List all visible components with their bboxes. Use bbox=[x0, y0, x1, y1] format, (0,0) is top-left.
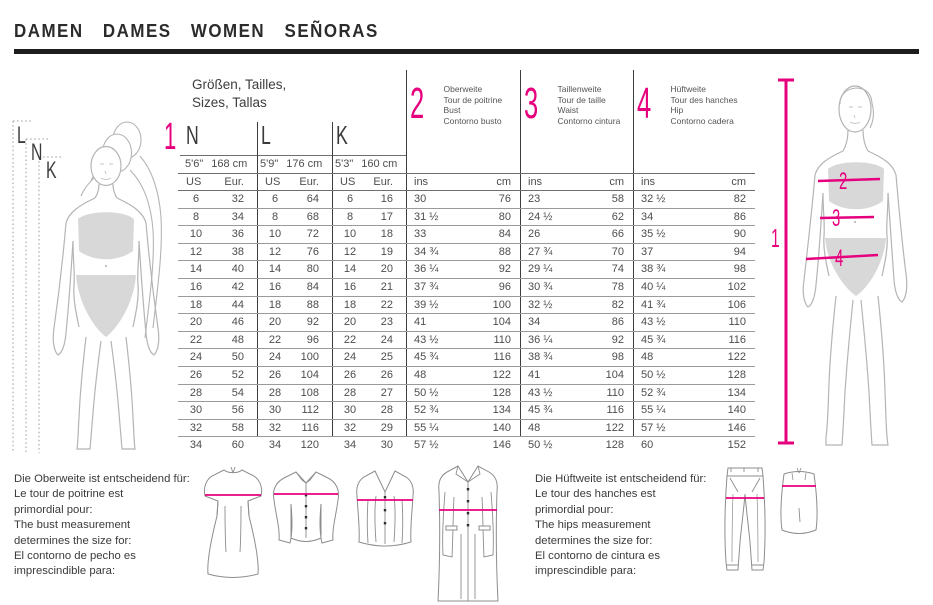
table-cell: 42 bbox=[214, 278, 257, 296]
table-cell: 52 ¾ bbox=[633, 384, 693, 402]
table-cell: 86 bbox=[576, 313, 633, 331]
table-cell: 55 ¼ bbox=[633, 401, 693, 419]
hips-note: Die Hüftweite ist entscheidend für: Le tour des hanches est primordial pour: The hips measurement determines the size for: El contorno de cintura es imprescindible para: bbox=[535, 473, 707, 578]
table-cell: 122 bbox=[576, 419, 633, 437]
table-cell: 30 bbox=[178, 401, 214, 419]
table-cell: 10 bbox=[257, 225, 293, 243]
table-cell: 72 bbox=[293, 225, 332, 243]
table-cell: Eur. bbox=[368, 173, 406, 190]
table-cell: 88 bbox=[293, 296, 332, 314]
table-cell: 20 bbox=[368, 260, 406, 278]
table-cell: 18 bbox=[368, 225, 406, 243]
table-cell: 41 bbox=[406, 313, 463, 331]
table-cell: 140 bbox=[693, 401, 755, 419]
table-cell: 34 ¾ bbox=[406, 243, 463, 261]
table-cell: 90 bbox=[693, 225, 755, 243]
table-cell: 58 bbox=[214, 419, 257, 437]
front-silhouette bbox=[53, 147, 159, 450]
table-cell: 24 bbox=[368, 331, 406, 349]
table-cell: 92 bbox=[463, 260, 520, 278]
height-row-rule bbox=[180, 155, 406, 156]
hip-header bbox=[637, 79, 738, 128]
table-cell: US bbox=[178, 173, 214, 190]
bust-note: Die Oberweite ist entscheidend für: Le tour de poitrine est primordial pour: The bust measurement determines the size for: El contorno de pecho es imprescindible para: bbox=[14, 473, 190, 578]
bra-shape bbox=[78, 212, 134, 259]
table-cell: 14 bbox=[332, 260, 368, 278]
size-group-l: L bbox=[261, 120, 271, 150]
table-cell: 19 bbox=[368, 243, 406, 261]
table-cell: 39 ½ bbox=[406, 296, 463, 314]
table-cell: cm bbox=[693, 173, 755, 190]
table-cell: 36 bbox=[214, 225, 257, 243]
table-cell: ins bbox=[633, 173, 693, 190]
height-n: 5'6" 168 cm bbox=[185, 158, 248, 170]
table-cell: 12 bbox=[332, 243, 368, 261]
blouse-drawing bbox=[266, 466, 346, 548]
table-cell: 18 bbox=[332, 296, 368, 314]
table-cell: 55 ¼ bbox=[406, 419, 463, 437]
table-cell: 58 bbox=[576, 190, 633, 208]
table-cell: 128 bbox=[693, 366, 755, 384]
table-cell: 26 bbox=[368, 366, 406, 384]
table-cell: 110 bbox=[576, 384, 633, 402]
table-cell: 27 ¾ bbox=[520, 243, 576, 261]
table-cell: 106 bbox=[693, 296, 755, 314]
height-k: 5'3" 160 cm bbox=[335, 158, 398, 170]
table-cell: 20 bbox=[332, 313, 368, 331]
table-cell: 30 bbox=[406, 190, 463, 208]
table-cell: 32 ½ bbox=[633, 190, 693, 208]
table-cell: 26 bbox=[257, 366, 293, 384]
table-cell: 36 ¼ bbox=[406, 260, 463, 278]
table-cell: 104 bbox=[576, 366, 633, 384]
waist-measure-line bbox=[820, 217, 874, 218]
table-cell: 16 bbox=[368, 190, 406, 208]
table-cell: 152 bbox=[693, 436, 755, 454]
table-cell: 56 bbox=[214, 401, 257, 419]
table-cell: 50 bbox=[214, 348, 257, 366]
bra-shape bbox=[828, 162, 884, 209]
table-cell: ins bbox=[520, 173, 576, 190]
table-cell: US bbox=[257, 173, 293, 190]
table-cell: 94 bbox=[693, 243, 755, 261]
table-cell: 30 bbox=[368, 436, 406, 454]
table-cell: 22 bbox=[332, 331, 368, 349]
table-cell: 16 bbox=[178, 278, 214, 296]
table-cell: 68 bbox=[293, 208, 332, 226]
height-label-n: N bbox=[31, 139, 43, 166]
table-cell: 32 bbox=[332, 419, 368, 437]
table-cell: 116 bbox=[463, 348, 520, 366]
height-label-l: L bbox=[17, 122, 26, 149]
table-cell: 140 bbox=[463, 419, 520, 437]
waist-header-names: Taillenweite Tour de taille Waist Contorno cintura bbox=[557, 84, 621, 126]
hip-measure-label: 4 bbox=[835, 245, 844, 273]
table-cell: 34 bbox=[214, 208, 257, 226]
table-cell: 33 bbox=[406, 225, 463, 243]
table-cell: 82 bbox=[693, 190, 755, 208]
table-cell: 37 ¾ bbox=[406, 278, 463, 296]
height-l: 5'9" 176 cm bbox=[260, 158, 323, 170]
waist-header bbox=[524, 79, 621, 128]
table-cell: 28 bbox=[178, 384, 214, 402]
pants-drawing bbox=[716, 462, 774, 577]
table-cell: 102 bbox=[693, 278, 755, 296]
table-cell: 12 bbox=[178, 243, 214, 261]
size-table bbox=[164, 68, 756, 458]
table-cell: 31 ½ bbox=[406, 208, 463, 226]
measure-4-number: 4 bbox=[637, 79, 652, 128]
table-cell: 116 bbox=[693, 331, 755, 349]
table-cell: 22 bbox=[257, 331, 293, 349]
table-cell: 62 bbox=[576, 208, 633, 226]
table-cell: 110 bbox=[693, 313, 755, 331]
table-cell: 78 bbox=[576, 278, 633, 296]
table-cell: 128 bbox=[576, 436, 633, 454]
table-cell: 14 bbox=[178, 260, 214, 278]
table-cell: 98 bbox=[576, 348, 633, 366]
table-cell: 34 bbox=[633, 208, 693, 226]
table-cell: 100 bbox=[293, 348, 332, 366]
table-cell: 28 bbox=[257, 384, 293, 402]
table-cell: 18 bbox=[257, 296, 293, 314]
table-cell: 35 ½ bbox=[633, 225, 693, 243]
table-cell: 48 bbox=[520, 419, 576, 437]
size-table-grid bbox=[178, 173, 755, 454]
measure-1-number: 1 bbox=[164, 116, 177, 158]
table-cell: 64 bbox=[293, 190, 332, 208]
table-cell: 30 ¾ bbox=[520, 278, 576, 296]
table-caption: Größen, Tailles, Sizes, Tallas bbox=[192, 77, 287, 110]
table-cell: 116 bbox=[576, 401, 633, 419]
table-cell: 12 bbox=[257, 243, 293, 261]
table-cell: 32 ½ bbox=[520, 296, 576, 314]
table-cell: 48 bbox=[633, 348, 693, 366]
size-group-k: K bbox=[336, 120, 348, 150]
table-cell: 134 bbox=[463, 401, 520, 419]
table-cell: 82 bbox=[576, 296, 633, 314]
table-cell: 41 ¾ bbox=[633, 296, 693, 314]
table-cell: 45 ¾ bbox=[520, 401, 576, 419]
table-cell: 28 bbox=[332, 384, 368, 402]
table-cell: 76 bbox=[463, 190, 520, 208]
table-cell: 40 bbox=[214, 260, 257, 278]
table-cell: 34 bbox=[257, 436, 293, 454]
table-cell: 30 bbox=[257, 401, 293, 419]
table-cell: 84 bbox=[463, 225, 520, 243]
bust-header-names: Oberweite Tour de poitrine Bust Contorno busto bbox=[443, 84, 503, 126]
table-cell: 24 ½ bbox=[520, 208, 576, 226]
table-cell: 32 bbox=[214, 190, 257, 208]
table-cell: 6 bbox=[178, 190, 214, 208]
table-cell: 84 bbox=[293, 278, 332, 296]
table-cell: 8 bbox=[257, 208, 293, 226]
table-cell: 134 bbox=[693, 384, 755, 402]
table-cell: 20 bbox=[257, 313, 293, 331]
table-cell: 86 bbox=[693, 208, 755, 226]
hip-header-names: Hüftweite Tour des hanches Hip Contorno cadera bbox=[670, 84, 738, 126]
table-cell: 60 bbox=[633, 436, 693, 454]
table-cell: 70 bbox=[576, 243, 633, 261]
table-cell: 44 bbox=[214, 296, 257, 314]
measure-3-number: 3 bbox=[524, 79, 539, 128]
table-cell: 26 bbox=[178, 366, 214, 384]
table-cell: 25 bbox=[368, 348, 406, 366]
table-cell: 104 bbox=[463, 313, 520, 331]
table-cell: 57 ½ bbox=[406, 436, 463, 454]
table-cell: 52 ¾ bbox=[406, 401, 463, 419]
table-cell: 20 bbox=[178, 313, 214, 331]
table-cell: 29 ¼ bbox=[520, 260, 576, 278]
briefs-shape bbox=[825, 238, 886, 296]
table-cell: 104 bbox=[293, 366, 332, 384]
table-cell: 80 bbox=[463, 208, 520, 226]
table-cell: 128 bbox=[463, 384, 520, 402]
table-cell: 76 bbox=[293, 243, 332, 261]
table-cell: 43 ½ bbox=[406, 331, 463, 349]
size-group-n: N bbox=[186, 120, 199, 150]
table-cell: 98 bbox=[693, 260, 755, 278]
table-cell: 66 bbox=[576, 225, 633, 243]
table-cell: 37 bbox=[633, 243, 693, 261]
table-cell: Eur. bbox=[214, 173, 257, 190]
table-cell: 146 bbox=[693, 419, 755, 437]
table-cell: 88 bbox=[463, 243, 520, 261]
table-cell: 28 bbox=[368, 401, 406, 419]
table-cell: 40 ¼ bbox=[633, 278, 693, 296]
table-cell: 108 bbox=[293, 384, 332, 402]
table-cell: 26 bbox=[332, 366, 368, 384]
table-cell: 34 bbox=[178, 436, 214, 454]
table-cell: 6 bbox=[332, 190, 368, 208]
table-cell: 32 bbox=[257, 419, 293, 437]
table-cell: 14 bbox=[257, 260, 293, 278]
table-cell: 29 bbox=[368, 419, 406, 437]
table-cell: 43 ½ bbox=[633, 313, 693, 331]
table-cell: 120 bbox=[293, 436, 332, 454]
table-cell: 17 bbox=[368, 208, 406, 226]
height-comparison-figure bbox=[6, 112, 168, 464]
briefs-shape bbox=[76, 275, 136, 337]
jacket-drawing bbox=[348, 466, 422, 550]
table-cell: 110 bbox=[463, 331, 520, 349]
table-cell: 43 ½ bbox=[520, 384, 576, 402]
table-cell: 122 bbox=[463, 366, 520, 384]
table-cell: 26 bbox=[520, 225, 576, 243]
body-height-line bbox=[778, 80, 794, 443]
page-title: DAMEN DAMES WOMEN SEÑORAS bbox=[14, 21, 379, 41]
table-cell: 16 bbox=[257, 278, 293, 296]
measure-2-number: 2 bbox=[410, 79, 425, 128]
table-cell: 16 bbox=[332, 278, 368, 296]
table-cell: Eur. bbox=[293, 173, 332, 190]
table-cell: 34 bbox=[332, 436, 368, 454]
table-cell: 22 bbox=[368, 296, 406, 314]
table-cell: US bbox=[332, 173, 368, 190]
table-cell: 30 bbox=[332, 401, 368, 419]
dress-drawing bbox=[198, 464, 268, 582]
table-cell: 116 bbox=[293, 419, 332, 437]
table-cell: 45 ¾ bbox=[406, 348, 463, 366]
table-cell: 34 bbox=[520, 313, 576, 331]
table-cell: 146 bbox=[463, 436, 520, 454]
table-cell: 54 bbox=[214, 384, 257, 402]
coat-drawing bbox=[428, 462, 508, 605]
table-cell: 50 ½ bbox=[406, 384, 463, 402]
table-cell: 80 bbox=[293, 260, 332, 278]
table-cell: 45 ¾ bbox=[633, 331, 693, 349]
table-cell: 92 bbox=[576, 331, 633, 349]
height-measure-label: 1 bbox=[771, 223, 780, 254]
table-cell: 24 bbox=[257, 348, 293, 366]
table-cell: 27 bbox=[368, 384, 406, 402]
table-cell: 10 bbox=[332, 225, 368, 243]
table-cell: 38 ¾ bbox=[520, 348, 576, 366]
table-cell: 48 bbox=[214, 331, 257, 349]
table-cell: 50 ½ bbox=[520, 436, 576, 454]
skirt-drawing bbox=[774, 466, 824, 538]
table-cell: 38 bbox=[214, 243, 257, 261]
table-cell: 50 ½ bbox=[633, 366, 693, 384]
table-cell: ins bbox=[406, 173, 463, 190]
table-cell: 96 bbox=[463, 278, 520, 296]
table-cell: 22 bbox=[178, 331, 214, 349]
height-label-k: K bbox=[46, 157, 57, 184]
table-cell: 18 bbox=[178, 296, 214, 314]
title-rule bbox=[14, 49, 919, 54]
waist-measure-label: 3 bbox=[832, 205, 841, 233]
measure-figure-body bbox=[803, 86, 907, 445]
bust-measure-label: 2 bbox=[839, 168, 848, 196]
table-cell: 41 bbox=[520, 366, 576, 384]
table-cell: 24 bbox=[178, 348, 214, 366]
table-cell: cm bbox=[463, 173, 520, 190]
table-cell: 60 bbox=[214, 436, 257, 454]
table-cell: 23 bbox=[520, 190, 576, 208]
table-cell: 48 bbox=[406, 366, 463, 384]
table-cell: 36 ¼ bbox=[520, 331, 576, 349]
table-cell: 92 bbox=[293, 313, 332, 331]
table-cell: 38 ¾ bbox=[633, 260, 693, 278]
table-cell: 32 bbox=[178, 419, 214, 437]
table-cell: 23 bbox=[368, 313, 406, 331]
table-cell: 112 bbox=[293, 401, 332, 419]
table-cell: 8 bbox=[178, 208, 214, 226]
table-cell: 74 bbox=[576, 260, 633, 278]
table-cell: 21 bbox=[368, 278, 406, 296]
table-cell: 57 ½ bbox=[633, 419, 693, 437]
table-cell: 122 bbox=[693, 348, 755, 366]
table-cell: 46 bbox=[214, 313, 257, 331]
table-cell: 96 bbox=[293, 331, 332, 349]
table-cell: 6 bbox=[257, 190, 293, 208]
table-cell: 100 bbox=[463, 296, 520, 314]
table-cell: 24 bbox=[332, 348, 368, 366]
table-cell: 52 bbox=[214, 366, 257, 384]
measurement-figure bbox=[762, 62, 933, 462]
table-cell: cm bbox=[576, 173, 633, 190]
table-cell: 10 bbox=[178, 225, 214, 243]
bust-header bbox=[410, 79, 503, 128]
table-cell: 8 bbox=[332, 208, 368, 226]
